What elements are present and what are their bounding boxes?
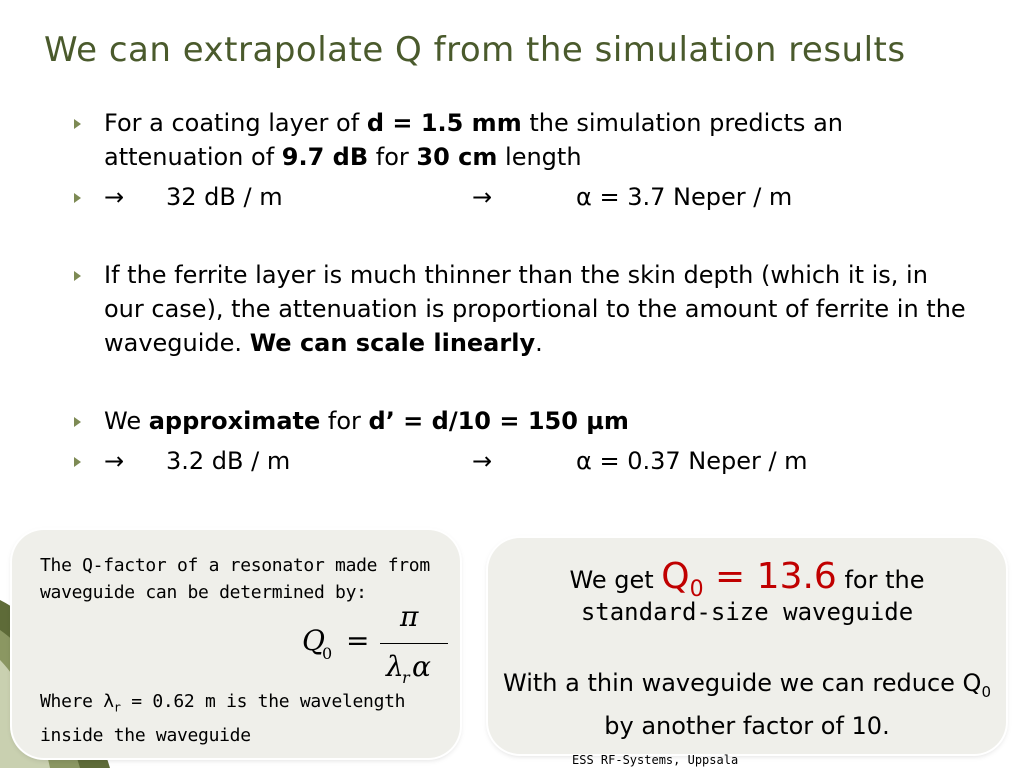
b2-db-per-m: 32 dB / m: [166, 183, 283, 211]
arrow-icon: →: [472, 447, 493, 475]
formula-den-alpha: α: [412, 650, 431, 683]
line3-a: With a thin waveguide we can reduce Q: [503, 669, 982, 697]
formula-lhs: Q: [302, 624, 325, 657]
b5-alpha: α = 0.37 Neper / m: [576, 447, 808, 475]
for-the-text: for the: [844, 566, 925, 594]
slide-title: We can extrapolate Q from the simulation results: [44, 30, 906, 70]
result-panel: [488, 538, 1006, 754]
b3-bold: We can scale linearly: [249, 329, 536, 357]
bullet-coating-layer: [74, 106, 974, 174]
line3-sub: 0: [981, 682, 991, 701]
bullet-triangle-icon: [74, 193, 81, 203]
b1-attenuation: 9.7 dB: [281, 143, 369, 171]
b1-thickness: d = 1.5 mm: [366, 109, 522, 137]
bullet-result-3-2db: [74, 444, 974, 478]
b4-text-2: for: [320, 407, 369, 435]
arrow-icon: →: [472, 183, 493, 211]
bullet-result-32db: [74, 180, 974, 214]
q-factor-panel: [12, 530, 460, 758]
wavelength-note: [40, 688, 450, 749]
standard-size-text: standard-size waveguide: [580, 598, 914, 626]
bullet-ferrite-thin: [74, 258, 974, 360]
b4-dprime: d’ = d/10 = 150 µm: [368, 407, 629, 435]
q0-value: [661, 556, 837, 603]
result-q0-line: [488, 556, 1006, 602]
bullet-triangle-icon: [74, 457, 81, 467]
formula-numerator: π: [400, 600, 419, 633]
formula-den-sub: r: [402, 668, 410, 687]
bullet-triangle-icon: [74, 119, 81, 129]
b1-text-2: the simulation predicts an attenuation of: [104, 109, 843, 171]
thin-waveguide-text: [488, 666, 1006, 743]
arrow-icon: →: [104, 183, 125, 211]
b1-text-4: length: [497, 143, 582, 171]
bullet-triangle-icon: [74, 417, 81, 427]
formula-den-lambda: λ: [386, 650, 404, 683]
b1-text-3: for: [368, 143, 417, 171]
bullet-list: [74, 106, 974, 478]
q-number: = 13.6: [703, 556, 837, 597]
arrow-icon: →: [104, 447, 125, 475]
b2-alpha: α = 3.7 Neper / m: [576, 183, 793, 211]
b3-end: .: [535, 329, 543, 357]
b5-db-per-m: 3.2 dB / m: [166, 447, 291, 475]
b3-text: If the ferrite layer is much thinner than the skin depth (which it is, in our case), the attenuation is proportional to the amount of ferrite in the waveguide.: [104, 261, 966, 357]
fraction-line: [380, 643, 448, 644]
b1-length: 30 cm: [416, 143, 498, 171]
line3-b: by another factor of 10.: [604, 711, 890, 740]
b1-text-1: For a coating layer of: [104, 109, 367, 137]
q-sub: 0: [689, 577, 704, 603]
where-text-2: = 0.62 m is the wavelength inside the waveguide: [40, 691, 406, 746]
q-letter: Q: [661, 556, 690, 597]
b4-text-1: We: [104, 407, 149, 435]
q-factor-intro: The Q-factor of a resonator made from waveguide can be determined by:: [40, 555, 430, 603]
footer-text: ESS RF-Systems, Uppsala: [572, 753, 739, 767]
formula-equals: =: [346, 624, 370, 657]
where-sub: r: [113, 700, 121, 715]
where-text-1: Where λ: [40, 691, 114, 712]
formula-lhs-sub: 0: [322, 644, 333, 663]
bullet-approximate: [74, 404, 974, 438]
b4-approx: approximate: [148, 407, 321, 435]
we-get-text: We get: [569, 566, 662, 594]
bullet-triangle-icon: [74, 271, 81, 281]
